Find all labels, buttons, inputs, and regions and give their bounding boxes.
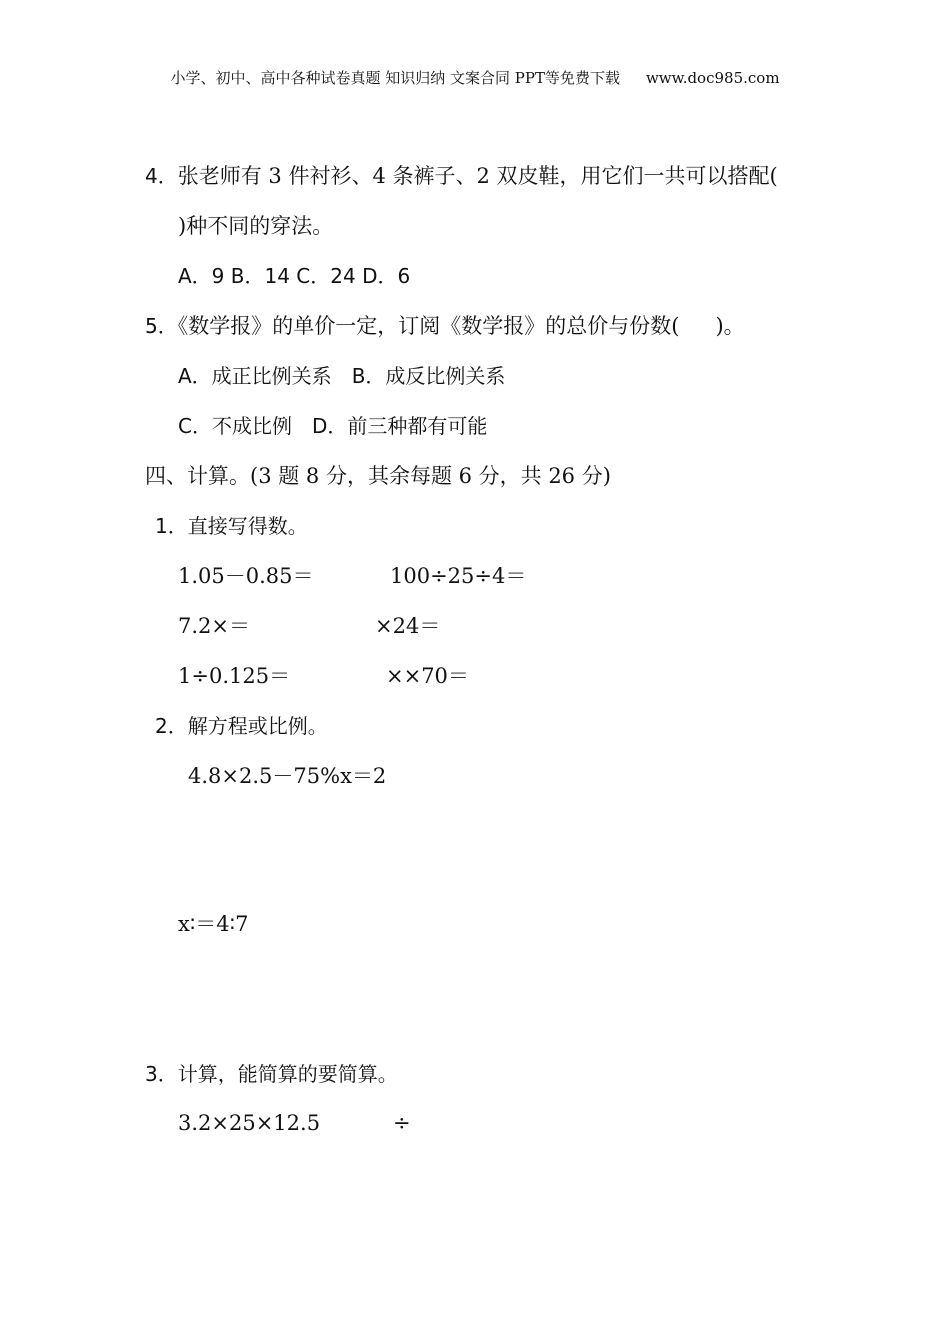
question-5-line (145, 312, 745, 340)
oral-calc-row-1-right: 100÷25÷4＝ (390, 564, 527, 588)
sub-question-1-label: 1．直接写得数。 (155, 514, 308, 538)
question-4-line-2 (178, 212, 333, 240)
oral-calc-row-1-left: 1.05－0.85＝ (178, 564, 314, 588)
question-5-number: 5． (145, 314, 178, 338)
question-4-option-d: D．6 (362, 264, 411, 288)
oral-calc-row-3-right: ××70＝ (386, 664, 469, 688)
page-header (0, 66, 950, 90)
section-4-title: 四、计算。(3 题 8 分，其余每题 6 分，共 26 分) (145, 464, 611, 488)
question-4-option-a: A．9 (178, 264, 225, 288)
equation-1: 4.8×2.5－75%x＝2 (188, 764, 387, 788)
oral-calc-row-2-right: ×24＝ (375, 614, 441, 638)
oral-calc-row-2-left: 7.2×＝ (178, 614, 250, 638)
sub-question-3-label: 3．计算，能简算的要简算。 (145, 1062, 398, 1086)
question-4-number: 4． (145, 164, 178, 188)
question-5-option-a: A．成正比例关系 (178, 364, 332, 388)
question-5-stem-start: 《数学报》的单价一定，订阅《数学报》的总价与份数( (177, 314, 680, 338)
header-text: 小学、初中、高中各种试卷真题 知识归纳 文案合同 PPT等免费下载 (170, 69, 620, 87)
header-site: www.doc985.com (645, 69, 780, 87)
question-5-stem-end: )。 (715, 314, 745, 338)
question-4-option-c: C．24 (296, 264, 356, 288)
question-5-options-row-1 (178, 362, 505, 390)
expression-1: 3.2×25×12.5 (178, 1111, 321, 1135)
question-4-stem-line-2: )种不同的穿法。 (178, 214, 334, 238)
question-4-option-b: B．14 (230, 264, 290, 288)
question-5-option-b: B．成反比例关系 (351, 364, 506, 388)
question-5-options-row-2 (178, 412, 487, 440)
question-5-option-d: D．前三种都有可能 (311, 414, 488, 438)
expression-2: ÷ (393, 1111, 411, 1135)
question-5-option-c: C．不成比例 (178, 414, 292, 438)
question-4-line-1 (145, 162, 778, 190)
question-4-stem-line-1: 张老师有 3 件衬衫、4 条裤子、2 双皮鞋，用它们一共可以搭配( (177, 164, 778, 188)
question-4-options (178, 262, 410, 290)
oral-calc-row-3-left: 1÷0.125＝ (178, 664, 291, 688)
equation-2: x∶＝4∶7 (178, 912, 249, 936)
sub-question-2-label: 2．解方程或比例。 (155, 714, 328, 738)
